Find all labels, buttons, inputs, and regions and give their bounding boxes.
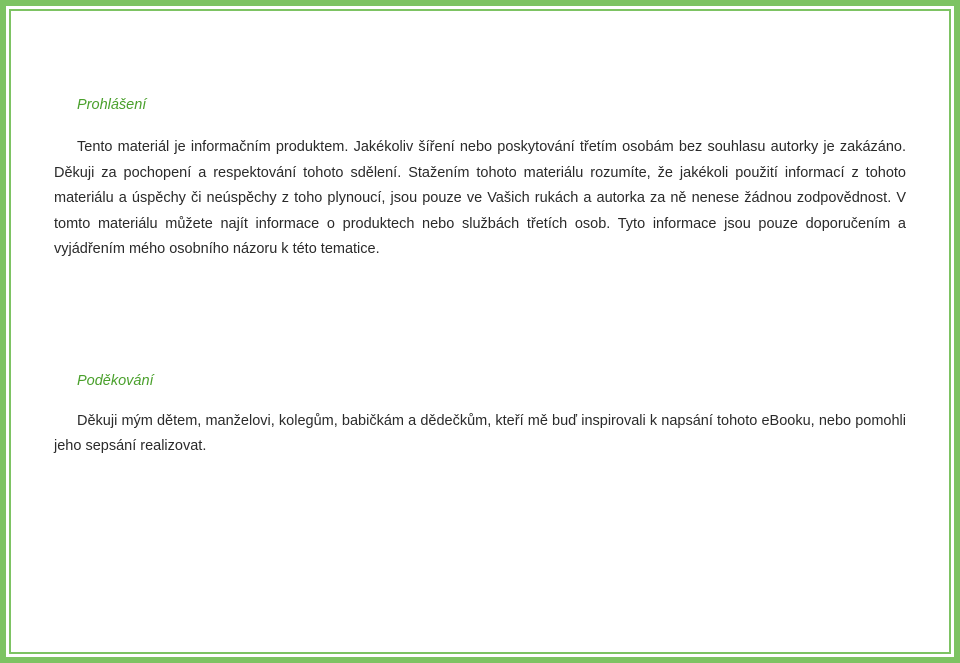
document-body <box>54 94 906 460</box>
section-heading-podekovani: Poděkování <box>77 372 154 389</box>
section-text-prohlaseni: Tento materiál je informačním produktem. Jakékoliv šíření nebo poskytování třetím osobám bez souhlasu autorky je zakázáno. Děkuji za pochopení a respektování tohoto sdělení. Stažením tohoto materiálu rozumíte, že jakékoli použití informací z tohoto materiálu a úspěchy či neúspěchy z toho plynoucí, jsou pouze ve Vašich rukách a autorka za ně nenese žádnou zodpovědnost. V tomto materiálu můžete najít informace o produktech nebo službách třetích osob. Tyto informace jsou pouze doporučením a vyjádřením mého osobního názoru k této tematice. <box>54 139 906 257</box>
section-heading-prohlaseni: Prohlášení <box>77 97 147 113</box>
section-text-podekovani: Děkuji mým dětem, manželovi, kolegům, babičkám a dědečkům, kteří mě buď inspirovali k napsání tohoto eBooku, nebo pomohli jeho sepsání realizovat. <box>54 412 906 454</box>
